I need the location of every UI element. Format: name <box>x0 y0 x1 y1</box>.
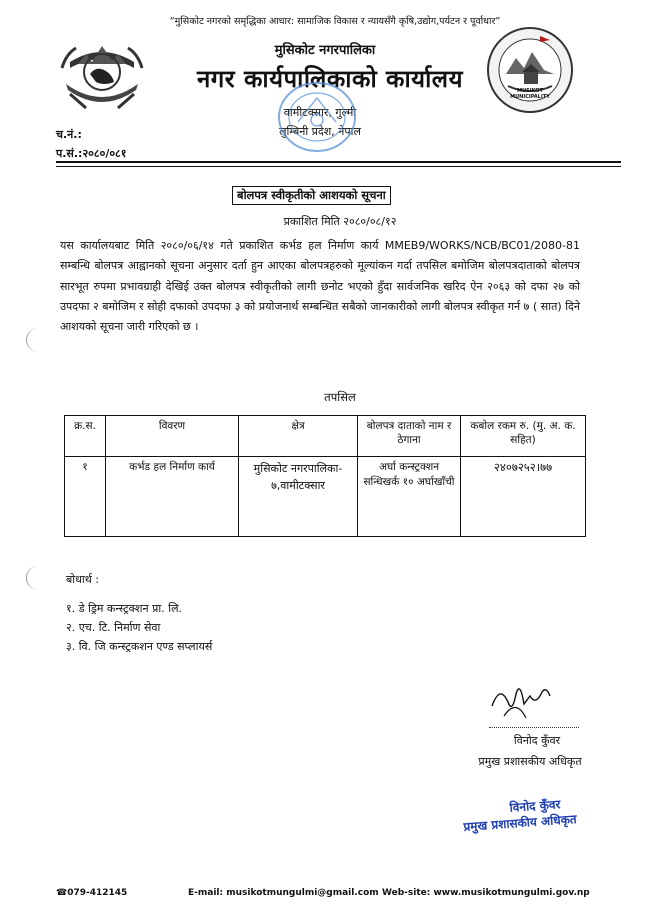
address-line-2: लुम्बिनी प्रदेश, नेपाल <box>279 125 361 138</box>
cell-sn: १ <box>65 457 106 537</box>
handwritten-signature <box>486 676 556 724</box>
municipality-logo-text: MUSIKOT MUNICIPALITY <box>510 88 550 100</box>
footer-website: Web-site: www.musikotmungulmi.gov.np <box>382 888 590 898</box>
fiscal-year: प.सं.:२०८०/०८१ <box>56 147 127 160</box>
signatory-title: प्रमुख प्रशासकीय अधिकृत <box>478 755 582 768</box>
table-header-row <box>65 416 586 457</box>
footer-email: E-mail: musikotmungulmi@gmail.com <box>188 888 379 898</box>
stamp-name: विनोद कुँवर <box>509 797 561 815</box>
bid-table <box>64 415 586 537</box>
col-header-bidder: बोलपत्र दाताको नाम र ठेगाना <box>358 416 461 457</box>
published-date: प्रकाशित मिति २०८०/०८/१२ <box>283 215 397 228</box>
municipality-logo <box>484 24 576 116</box>
slogan: “मुसिकोट नगरको समृद्धिका आधार: सामाजिक विकास र न्यायसँगै कृषि,उद्योग,पर्यटन र पूर्वाधार” <box>169 16 501 27</box>
table-row <box>65 457 586 537</box>
col-header-area: क्षेत्र <box>239 416 358 457</box>
footer-phone: ☎079-412145 <box>56 888 128 898</box>
margin-mark <box>26 566 39 590</box>
recipient-item: २. एच. टि. निर्माण सेवा <box>66 621 161 634</box>
nepal-emblem-logo <box>56 24 148 116</box>
col-header-amount: कबोल रकम रु. (मु. अ. क. सहित) <box>461 416 586 457</box>
notice-title: बोलपत्र स्वीकृतीको आशयको सूचना <box>232 186 391 205</box>
municipality-name: मुसिकोट नगरपालिका <box>274 43 376 58</box>
cell-amount: २४०७२५२।७७ <box>461 457 586 537</box>
office-seal <box>276 76 358 158</box>
recipients-heading: बोधार्थ : <box>66 573 99 586</box>
cell-description: कर्भड हल निर्माण कार्य <box>106 457 239 537</box>
signature-line <box>489 727 579 728</box>
cell-bidder: अर्घा कन्स्ट्रक्शन सन्धिखर्क १० अर्घाखाँची <box>358 457 461 537</box>
letter-number: च.नं.: <box>56 128 82 141</box>
header-divider-thin <box>56 166 621 167</box>
stamp-title: प्रमुख प्रशासकीय अधिकृत <box>462 812 578 834</box>
signatory-name: विनोद कुँवर <box>513 734 561 747</box>
notice-body: यस कार्यालयबाट मिति २०८०/०६/१४ गते प्रकाशित कर्भड हल निर्माण कार्य MMEB9/WORKS/NCB/BC01/2080-81 सम्बन्धि बोलपत्र आह्वानको सूचना अनुसार दर्ता हुन आएका बोलपत्रहरुको मूल्यांकन गर्दा तपसिल बमोजिम बोलपत्रदाताको बोलपत्र सारभूत रुपमा प्रभावग्राही देखिई उक्त बोलपत्र स्वीकृतीको लागी छनोट भएको हुँदा सार्वजनिक खरिद ऐन २०६३ को दफा २७ को उपदफा २ बमोजिम र सोही दफाको उपदफा ३ को प्रयोजनार्थ सम्बन्धित सबैको जानकारीको लागी बोलपत्र स्वीकृत गर्न ७ ( सात) दिने आशयको सूचना जारी गरिएको छ । <box>60 239 580 334</box>
table-caption: तपसिल <box>324 390 356 404</box>
cell-area: मुसिकोट नगरपालिका- ७,वामीटक्सार <box>239 457 358 537</box>
col-header-description: विवरण <box>106 416 239 457</box>
recipient-item: ३. वि. जि कन्स्ट्रकशन एण्ड सप्लायर्स <box>66 640 213 653</box>
header-divider-thick <box>56 161 621 163</box>
col-header-sn: क्र.स. <box>65 416 106 457</box>
office-name: नगर कार्यपालिकाको कार्यालय <box>196 65 464 93</box>
recipient-item: १. डे ड्रिम कन्स्ट्रक्शन प्रा. लि. <box>66 602 183 615</box>
margin-mark <box>26 328 39 352</box>
address-line-1: वामीटक्सार, गुल्मी <box>283 106 357 119</box>
